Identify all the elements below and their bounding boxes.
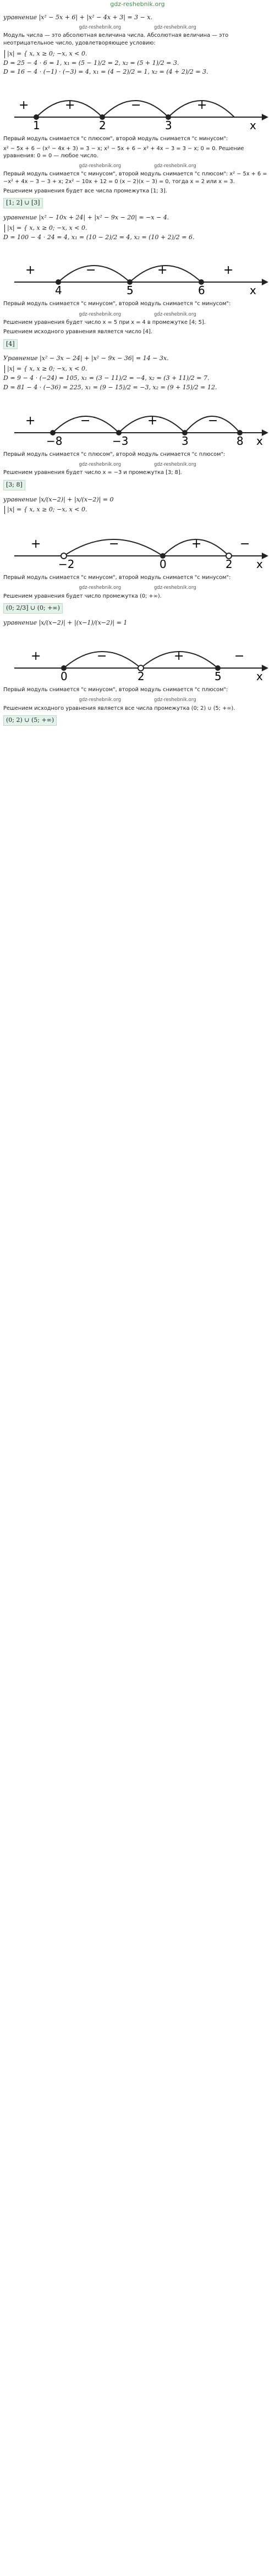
tick-label: 2 [138,669,145,682]
case-text: Первый модуль снимается "с минусом", второй модуль снимается "с плюсом": x² − 5x + 6 = −x² + 4x − 3 − 3 + x; 2x² − 10x + 12 = 0 (x − 2)(x − 3) = 0, тогда x = 2 или x = 3. [3,171,267,185]
tick-label: 5 [127,284,134,296]
case-text: Решением исходного уравнения является все числа промежутка (0; 2) ∪ (5; +∞). [3,705,235,711]
case-text: Решением уравнения будет число x = −3 и промежутка [3; 8]. [3,470,182,476]
case-text: Решением исходного уравнения является число [4]. [3,329,153,335]
axis-label: x [256,669,263,682]
tick-label: −8 [46,434,63,446]
tick-label: 3 [165,119,172,131]
sign: − [86,263,96,278]
tick-label: 2 [226,558,233,570]
sign: + [191,537,202,551]
sign: + [31,649,41,663]
sign: − [240,537,250,551]
case-text: Решением уравнения будет число промежутка (0; +∞). [3,593,162,599]
number-line-2 [3,244,272,296]
case-text: Первый модуль снимается "с плюсом", второй модуль снимается "с плюсом": [3,451,226,457]
watermark: gdz-reshebnik.org [79,24,121,30]
modulus-definition: Модуль числа — это абсолютная величина числа. Абсолютная величина — это неотрицательное число, удовлетворяющее условию: [3,32,229,46]
modulus-cases: |x| = { x, x ≥ 0; −x, x < 0. [4,365,87,373]
case-text: Решением уравнения будет все числа промежутка [1; 3]. [3,187,167,194]
modulus-cases: |x| = { x, x ≥ 0; −x, x < 0. [4,506,87,514]
discriminant-2: D = 16 − 4 · (−1) · (−3) = 4, x₁ = (4 − 2)/2 = 1, x₂ = (4 + 2)/2 = 3. [3,68,208,76]
watermark: gdz-reshebnik.org [79,163,121,169]
sign: + [223,263,234,278]
axis-label: x [256,434,263,446]
sign: − [234,649,245,663]
solutions-document [0,14,275,727]
sign: − [208,413,218,428]
discriminant: D = 81 − 4 · (−36) = 225, x₁ = (9 − 15)/2 = −3, x₂ = (9 + 15)/2 = 12. [3,383,217,391]
axis-label: x [250,284,256,296]
tick-label: 1 [33,119,40,131]
equation-3: Уравнение |x² − 3x − 24| + |x² − 9x − 36| = 14 − 3x. [3,355,169,362]
tick-label: 0 [61,669,68,682]
watermark: gdz-reshebnik.org [154,697,196,703]
tick-label: 2 [99,119,106,131]
watermark: gdz-reshebnik.org [154,163,196,169]
solution-3 [3,355,272,491]
sign-1: + [19,98,29,113]
watermark: gdz-reshebnik.org [154,462,196,467]
sign-4: + [197,98,207,113]
equation-5: уравнение |x/(x−2)| + |(x−1)/(x−2)| = 1 [3,619,128,626]
sign: + [174,649,184,663]
solution-1 [3,14,272,209]
modulus-cases: |x| = { x, x ≥ 0; −x, x < 0. [4,224,87,233]
site-title: gdz-reshebnik.org [110,1,165,8]
case-text: Первый модуль снимается "с минусом", второй модуль снимается "с плюсом": [3,686,228,693]
solution-5 [3,619,272,727]
tick-label: 3 [182,434,189,446]
tick-label: 4 [55,284,62,296]
discriminant: D = 100 − 4 · 24 = 4, x₁ = (10 − 2)/2 = 4, x₂ = (10 + 2)/2 = 6. [3,233,195,241]
answer-box: [3; 8] [3,480,25,490]
axis-label: x [256,558,263,570]
sign-2: + [65,98,75,113]
sign: − [109,537,119,551]
case-text: Первый модуль снимается "с минусом", второй модуль снимается "с минусом": [3,575,231,581]
number-line-4 [3,517,272,570]
watermark: gdz-reshebnik.org [154,24,196,30]
watermark: gdz-reshebnik.org [79,585,121,591]
sign: + [147,413,158,428]
discriminant: D = 9 − 4 · (−24) = 105, x₁ = (3 − 11)/2 = −4, x₂ = (3 + 11)/2 = 7. [3,374,210,382]
tick-label: −2 [58,558,75,570]
equation-2: уравнение |x² − 10x + 24| + |x² − 9x − 20| = −x − 4. [3,213,169,221]
sign-3: − [131,98,141,113]
equation-4: уравнение |x/(x−2)| + |x/(x−2)| = 0 [3,495,114,503]
case-text: x² − 5x + 6 − (x² − 4x + 3) = 3 − x; x² − 5x + 6 − x² + 4x − 3 = 3 − x; 0 = 0. Решение уравнения: 0 = 0 — любое число. [3,145,244,159]
sign: − [80,413,91,428]
solution-4 [3,496,272,615]
watermark: gdz-reshebnik.org [154,585,196,591]
number-line-1 [3,79,272,131]
tick-label: 6 [198,284,205,296]
answer-box: (0; 2/3] ∪ (0; +∞) [3,603,63,614]
solution-2 [3,214,272,351]
watermark: gdz-reshebnik.org [79,311,121,317]
sign: + [25,413,36,428]
tick-label: 0 [160,558,167,570]
tick-label: 5 [215,669,222,682]
axis-label: x [250,119,256,131]
answer-box: (0; 2) ∪ (5; +∞) [3,715,57,726]
case-text: Решением уравнения будет число x = 5 при x = 4 в промежутке [4; 5]. [3,319,206,326]
sign: + [31,537,41,551]
watermark: gdz-reshebnik.org [154,311,196,317]
case-text: Первый модуль снимается "с плюсом", второй модуль снимается "с минусом": [3,136,228,142]
watermark: gdz-reshebnik.org [79,462,121,467]
number-line-3 [3,394,272,446]
answer-box: [1; 2] ∪ [3] [3,198,43,208]
number-line-5 [3,630,272,682]
equation-1: уравнение |x² − 5x + 6| + |x² − 4x + 3| = 3 − x. [3,14,153,21]
discriminant-1: D = 25 − 4 · 6 = 1, x₁ = (5 − 1)/2 = 2, x₂ = (5 + 1)/2 = 3. [3,59,179,67]
sign: + [157,263,168,278]
modulus-cases: |x| = { x, x ≥ 0; −x, x < 0. [4,50,87,58]
sign: + [25,263,36,278]
watermark: gdz-reshebnik.org [79,697,121,703]
case-text: Первый модуль снимается "с минусом", второй модуль снимается "с минусом": [3,301,231,307]
tick-label: 8 [237,434,244,446]
answer-box: [4] [3,339,18,350]
tick-label: −3 [112,434,129,446]
sign: − [97,649,107,663]
